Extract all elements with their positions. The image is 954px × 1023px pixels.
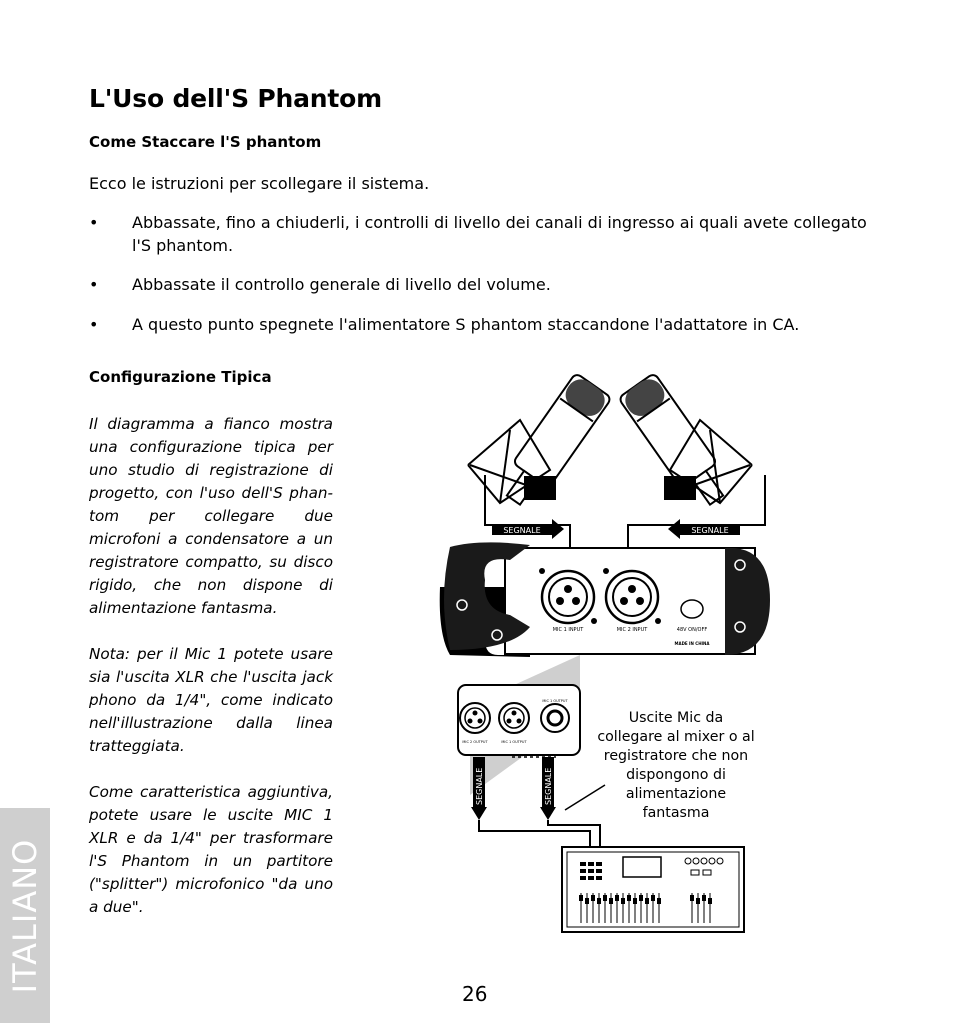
bullet-icon: • xyxy=(89,275,99,294)
svg-text:MADE IN CHINA: MADE IN CHINA xyxy=(674,641,710,646)
signal-arrow-left xyxy=(492,519,564,539)
section-heading-disconnect: Come Staccare l'S phantom xyxy=(89,133,322,151)
page-number: 26 xyxy=(462,982,488,1006)
paragraph: Il diagramma a fianco mostra una configurazione tipica per uno studio di registrazione di progetto, con l'uso dell'S phantom per collegare due microfoni a condensatore a un registratore compatto, su disco rigido, che non dispone di alimentazione fantasma. xyxy=(89,415,333,617)
xlr-output-1-icon xyxy=(499,703,529,733)
svg-text:MIC 2 OUTPUT: MIC 2 OUTPUT xyxy=(462,740,488,744)
svg-text:MIC 1 OUTPUT: MIC 1 OUTPUT xyxy=(542,699,568,703)
list-item-text: Abbassate, fino a chiuderli, i controlli di livello dei canali di ingresso ai quali avete collegato l'S phantom. xyxy=(132,213,867,255)
paragraph: Nota: per il Mic 1 potete usare sia l'uscita XLR che l'uscita jack phono da 1/4", come indicato nell'illustrazione dalla linea tratteggiata. xyxy=(89,645,333,755)
language-tab xyxy=(0,808,50,1023)
svg-text:SEGNALE: SEGNALE xyxy=(503,526,541,535)
section-heading-config: Configurazione Tipica xyxy=(89,368,272,386)
paragraph: Come caratteristica aggiuntiva, potete usare le uscite MIC 1 XLR e da 1/4" per trasformare l'S Phantom in un partitore ("splitter") microfonico "da uno a due". xyxy=(89,783,333,916)
signal-arrow-right xyxy=(668,519,740,539)
s-phantom-unit xyxy=(440,542,770,657)
signal-arrow-down-right xyxy=(540,757,556,820)
page-title: L'Uso dell'S Phantom xyxy=(89,84,382,113)
config-description xyxy=(89,413,333,942)
svg-text:MIC 2 INPUT: MIC 2 INPUT xyxy=(616,627,648,633)
bullet-icon: • xyxy=(89,213,99,232)
outputs-callout: Uscite Mic da collegare al mixer o al registratore che non dispongono di alimentazione fantasma xyxy=(597,710,755,821)
svg-text:SEGNALE: SEGNALE xyxy=(544,767,553,805)
svg-text:MIC 1 OUTPUT: MIC 1 OUTPUT xyxy=(501,740,527,744)
language-tab-label: ITALIANO xyxy=(6,838,44,994)
power-button-icon xyxy=(681,600,703,618)
setup-diagram xyxy=(430,365,790,940)
svg-text:MIC 1 INPUT: MIC 1 INPUT xyxy=(552,627,584,633)
list-item-text: Abbassate il controllo generale di livello del volume. xyxy=(132,275,551,294)
back-panel-zoom xyxy=(458,685,580,757)
svg-text:SEGNALE: SEGNALE xyxy=(475,767,484,805)
list-item-text: A questo punto spegnete l'alimentatore S phantom staccandone l'adattatore in CA. xyxy=(132,315,800,334)
svg-text:48V ON/OFF: 48V ON/OFF xyxy=(676,627,708,633)
xlr-output-2-icon xyxy=(460,703,490,733)
signal-arrow-down-left xyxy=(471,757,487,820)
mixer-recorder-icon xyxy=(562,847,744,932)
bullet-icon: • xyxy=(89,315,99,334)
svg-text:SEGNALE: SEGNALE xyxy=(691,526,729,535)
intro-text: Ecco le istruzioni per scollegare il sistema. xyxy=(89,174,430,193)
jack-output-1-icon xyxy=(541,704,569,732)
